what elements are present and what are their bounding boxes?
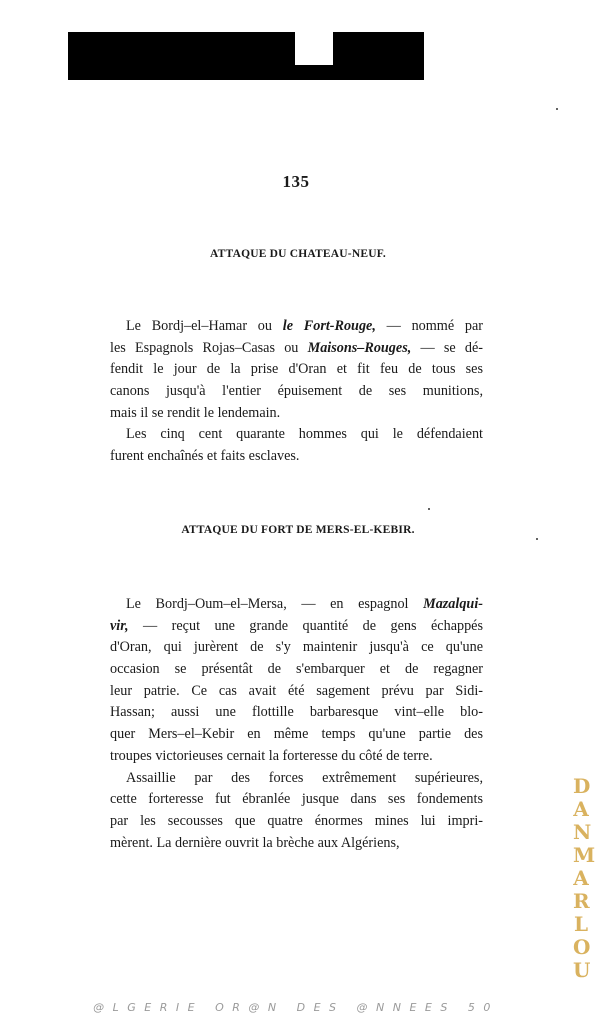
scan-speck — [428, 508, 430, 510]
scan-speck — [556, 108, 558, 110]
text-line: quer Mers–el–Kebir en même temps qu'une partie des — [110, 726, 483, 743]
text-line: Le Bordj–Oum–el–Mersa, — en espagnol Mazalqui- — [126, 596, 483, 612]
redaction-bar — [68, 32, 424, 80]
text-line: Hassan; aussi une flottille barbaresque vint–elle blo- — [110, 704, 483, 721]
text-line: d'Oran, qui jurèrent de s'y maintenir jusqu'à ce qu'une — [110, 639, 483, 656]
text-line: par les secousses que quatre énormes mines lui impri- — [110, 812, 483, 829]
text-line: fendit le jour de la prise d'Oran et fit feu de tous ses — [110, 361, 483, 378]
footer-caption: @LGERIE OR@N DES @NNEES 50 — [93, 1001, 499, 1014]
text-line: canons jusqu'à l'entier épuisement de ses munitions, — [110, 383, 483, 400]
redaction-notch — [295, 32, 333, 65]
text-line: Le Bordj–el–Hamar ou le Fort-Rouge, — nommé par — [126, 318, 484, 334]
text-line: mais il se rendit le lendemain. — [110, 404, 281, 421]
text-line: les Espagnols Rojas–Casas ou Maisons–Rouges, — se dé- — [110, 339, 484, 356]
text-line: occasion se présentât de s'embarquer et de regagner — [110, 661, 483, 678]
text-line: furent enchaînés et faits esclaves. — [110, 448, 300, 465]
text-line: Les cinq cent quarante hommes qui le défendaient — [126, 426, 483, 443]
text-line: cette forteresse fut ébranlée jusque dans ses fondements — [110, 791, 483, 808]
text-line: vir, — reçut une grande quantité de gens échappés — [110, 617, 483, 634]
page-number: 135 — [282, 172, 310, 191]
text-line: troupes victorieuses cernait la forteresse du côté de terre. — [110, 747, 433, 764]
section-body — [110, 594, 483, 854]
section-body — [110, 316, 483, 468]
section-title: ATTAQUE DU CHATEAU-NEUF. — [210, 248, 386, 260]
text-line: mèrent. La dernière ouvrit la brèche aux Algériens, — [110, 834, 400, 851]
scan-speck — [536, 538, 538, 540]
text-line: leur patrie. Ce cas avait été sagement prévu par Sidi- — [110, 682, 483, 699]
section-title: ATTAQUE DU FORT DE MERS-EL-KEBIR. — [181, 524, 415, 536]
watermark: DANMARLOU — [573, 774, 595, 982]
text-line: Assaillie par des forces extrêmement supérieures, — [126, 769, 483, 786]
